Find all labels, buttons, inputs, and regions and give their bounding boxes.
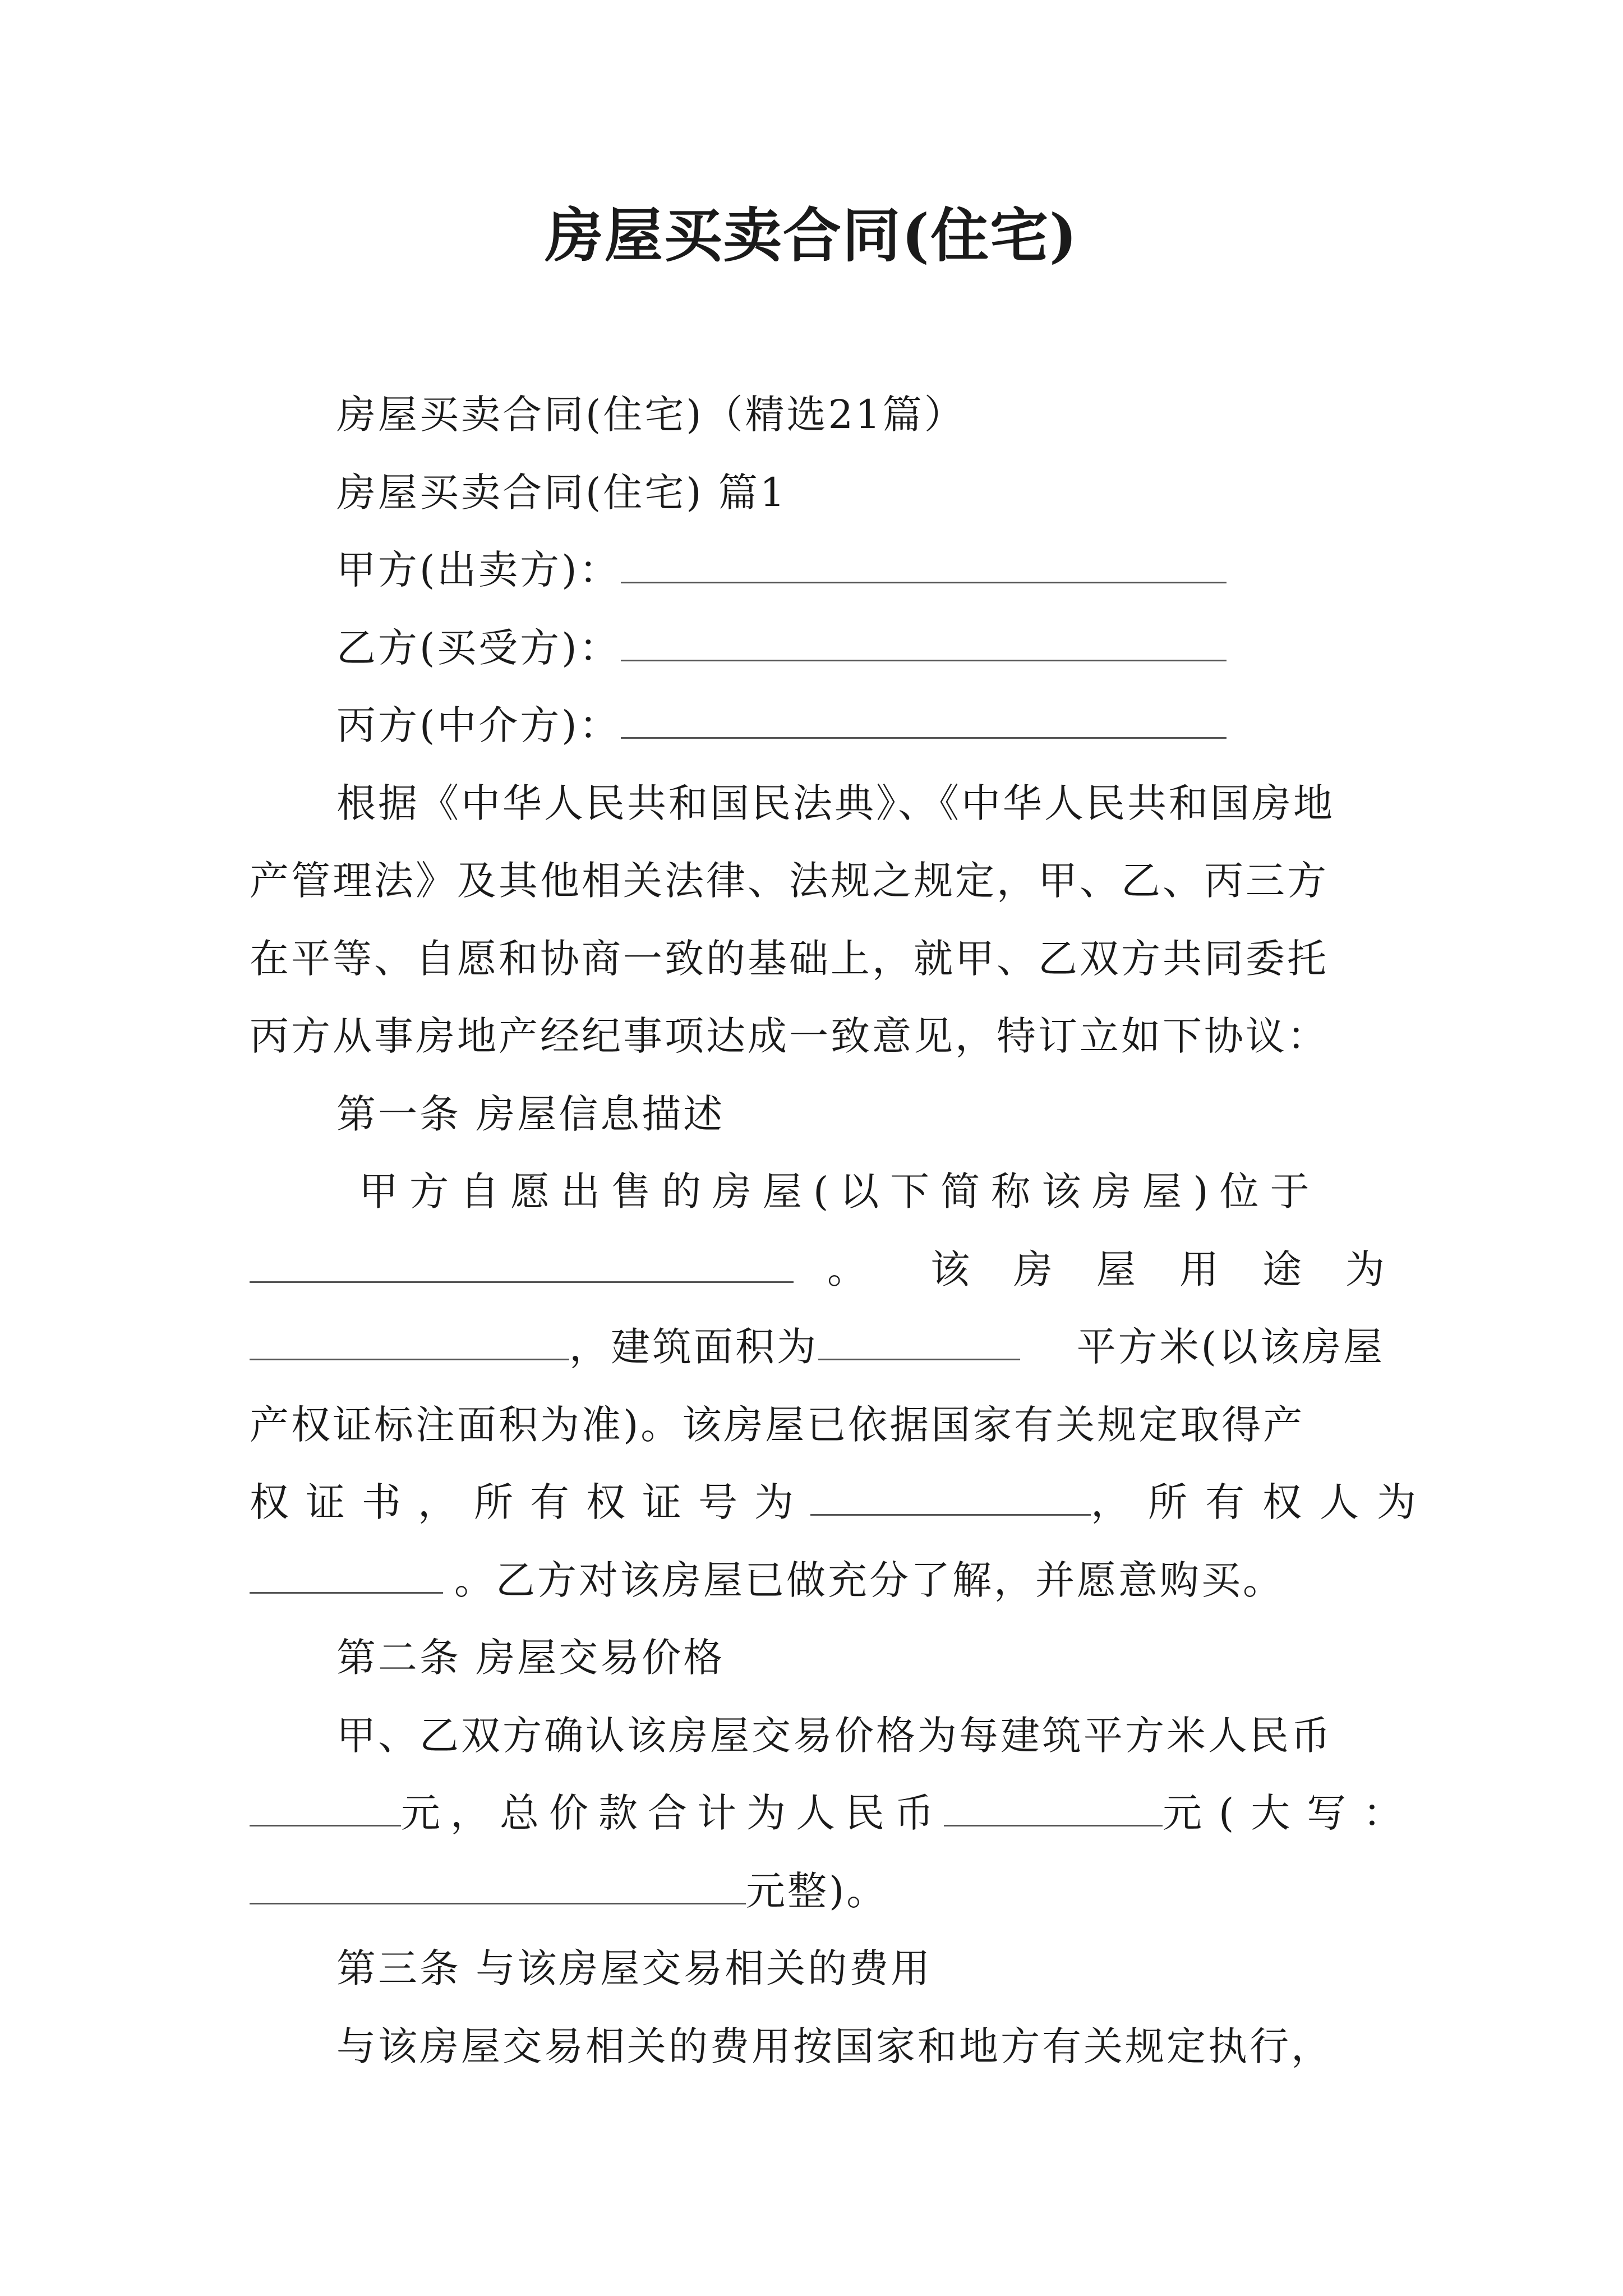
- party-a-blank: [621, 550, 1227, 583]
- usage-blank: [250, 1327, 569, 1360]
- section-1-text: 该房屋用途为: [930, 1246, 1428, 1292]
- section-1-title: 第一条 房屋信息描述: [336, 1091, 725, 1137]
- section-2-text: 元，总价款合计为人民币: [401, 1790, 944, 1836]
- owner-blank: [250, 1561, 443, 1594]
- intro-paragraph-line: 在平等、自愿和协商一致的基础上，就甲、乙双方共同委托: [250, 935, 1329, 982]
- collection-line: 房屋买卖合同(住宅)（精选21篇）: [336, 392, 966, 438]
- section-1-text: 平方米(以该房屋: [1076, 1324, 1385, 1370]
- section-1-text: [250, 1308, 1020, 1386]
- party-c-blank: [621, 706, 1227, 739]
- total-price-blank: [944, 1793, 1163, 1826]
- section-3-title: 第三条 与该房屋交易相关的费用: [336, 1945, 933, 1991]
- section-1-line: 产权证标注面积为准)。该房屋已依据国家有关规定取得产: [250, 1401, 1305, 1448]
- section-1-text: 甲方自愿出售的房屋(以下简称该房屋)位于: [359, 1168, 1321, 1214]
- unit-price-blank: [250, 1793, 401, 1826]
- section-1-line: [250, 1464, 1434, 1542]
- total-price-words-blank: [250, 1871, 746, 1904]
- section-2-title: 第二条 房屋交易价格: [336, 1635, 725, 1681]
- section-1-line: [250, 1542, 1385, 1619]
- section-2-line: 甲、乙双方确认该房屋交易价格为每建筑平方米人民币: [336, 1712, 1332, 1759]
- section-2-line: [250, 1852, 1385, 1930]
- section-1-text: 。: [827, 1246, 869, 1292]
- location-blank: [250, 1250, 794, 1283]
- party-c-label: 丙方(中介方)：: [336, 702, 621, 748]
- section-1-line: [250, 1231, 1428, 1309]
- section-1-text: ，建筑面积为: [569, 1324, 818, 1370]
- section-1-text: 权证书，所有权证号为: [250, 1479, 810, 1525]
- section-3-line: 与该房屋交易相关的费用按国家和地方有关规定执行，: [336, 2023, 1332, 2069]
- section-1-text: 。乙方对该房屋已做充分了解，并愿意购买。: [454, 1557, 1284, 1603]
- party-b-line: [250, 609, 1385, 687]
- section-1-text: ，所有权人为: [1091, 1479, 1434, 1525]
- section-1-line: [250, 1153, 1385, 1231]
- intro-paragraph-line: 根据《中华人民共和国民法典》、《中华人民共和国房地: [336, 780, 1335, 826]
- section-2-line: [250, 1774, 1419, 1852]
- article-title: 房屋买卖合同(住宅) 篇1: [336, 469, 787, 516]
- party-b-blank: [621, 628, 1227, 661]
- document-title: 房屋买卖合同(住宅): [545, 201, 1078, 270]
- section-2-text: 元整)。: [746, 1867, 888, 1914]
- area-blank: [818, 1327, 1020, 1360]
- party-b-label: 乙方(买受方)：: [336, 624, 621, 671]
- section-2-text: [250, 1774, 1163, 1852]
- section-1-line: [250, 1308, 1385, 1386]
- section-1-text: [250, 1464, 1091, 1542]
- party-c-line: [250, 687, 1385, 765]
- certificate-number-blank: [810, 1483, 1091, 1516]
- section-2-text: 元(大写：: [1163, 1790, 1419, 1836]
- intro-paragraph-line: 丙方从事房地产经纪事项达成一致意见，特订立如下协议：: [250, 1013, 1329, 1059]
- intro-paragraph-line: 产管理法》及其他相关法律、法规之规定，甲、乙、丙三方: [250, 858, 1329, 904]
- party-a-line: [250, 531, 1385, 609]
- party-a-label: 甲方(出卖方)：: [336, 547, 621, 593]
- document-body: [250, 376, 1434, 2085]
- section-1-text: [250, 1231, 869, 1309]
